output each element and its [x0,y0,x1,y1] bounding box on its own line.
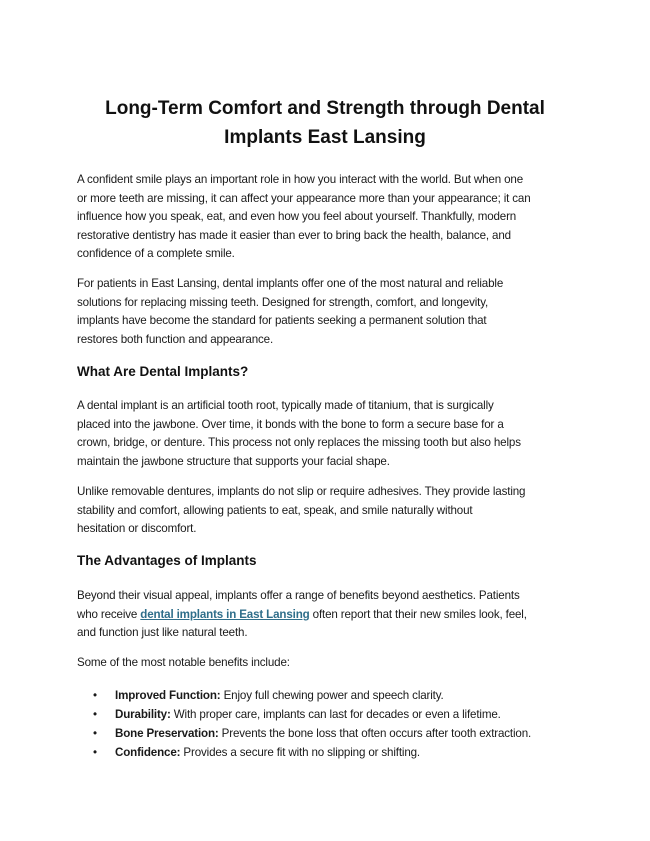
benefits-list [77,686,531,762]
intro-line: influence how you speak, eat, and even how you feel about yourself. Thankfully, modern [77,210,517,223]
paragraph-line: restores both function and appearance. [77,332,274,346]
paragraph-line: hesitation or discomfort. [77,522,197,535]
page-title [60,94,590,152]
benefits-intro: Some of the most notable benefits include: [77,656,290,669]
intro-paragraph [77,171,577,264]
intro-line: A confident smile plays an important role in how you interact with the world. But when one [77,173,523,186]
bullet-icon: • [93,727,97,740]
benefit-text: Prevents the bone loss that often occurs after tooth extraction. [218,727,532,740]
benefit-label: Improved Function: [115,689,221,702]
dental-implants-east-lansing-link[interactable]: dental implants in East Lansing [140,607,310,621]
paragraph-line: Unlike removable dentures, implants do not slip or require adhesives. They provide lasting [77,485,526,498]
link-prefix-text: who receive [77,607,141,621]
paragraph-line: A dental implant is an artificial tooth root, typically made of titanium, that is surgically [77,399,494,412]
bullet-icon: • [93,746,97,759]
benefit-item-durability [77,705,531,724]
benefit-label: Durability: [115,708,171,721]
section-heading-advantages: The Advantages of Implants [77,553,257,568]
benefit-item-confidence [77,743,531,762]
benefit-text: Provides a secure fit with no slipping or shifting. [180,746,420,759]
benefit-text: With proper care, implants can last for decades or even a lifetime. [170,708,501,721]
paragraph-line: For patients in East Lansing, dental implants offer one of the most natural and reliable [77,277,504,290]
paragraph-line: maintain the jawbone structure that supports your facial shape. [77,454,390,468]
intro-line: confidence of a complete smile. [77,247,235,260]
benefit-item-improved-function [77,686,531,705]
bullet-icon: • [93,708,97,721]
benefit-text: Enjoy full chewing power and speech clarity. [220,689,444,702]
intro-line: restorative dentistry has made it easier than ever to bring back the health, balance, and [77,228,511,242]
benefit-label: Bone Preservation: [115,727,219,740]
advantages-paragraph [77,587,577,643]
paragraph-line: placed into the jawbone. Over time, it bonds with the bone to form a secure base for a [77,417,504,431]
bullet-icon: • [93,689,97,702]
section-heading-what-are-implants: What Are Dental Implants? [77,364,249,379]
link-suffix-text: often report that their new smiles look, feel, [309,607,527,621]
paragraph-line: Beyond their visual appeal, implants offer a range of benefits beyond aesthetics. Patients [77,589,520,602]
paragraph-line: stability and comfort, allowing patients to eat, speak, and smile naturally without [77,503,473,517]
title-line-2: Implants East Lansing [224,127,426,148]
paragraph-line-with-link [77,606,577,625]
benefit-item-bone-preservation [77,724,531,743]
paragraph-line: solutions for replacing missing teeth. Designed for strength, comfort, and longevity, [77,295,489,309]
benefit-label: Confidence: [115,746,181,759]
dentures-comparison-paragraph [77,483,577,539]
implant-definition-paragraph [77,397,577,471]
paragraph-line: implants have become the standard for patients seeking a permanent solution that [77,314,487,327]
paragraph-line: and function just like natural teeth. [77,626,248,639]
paragraph-line: crown, bridge, or denture. This process not only replaces the missing tooth but also helps [77,436,521,449]
east-lansing-paragraph [77,275,577,349]
title-line-1: Long-Term Comfort and Strength through Dental [105,98,545,119]
intro-line: or more teeth are missing, it can affect your appearance more than your appearance; it can [77,191,531,205]
